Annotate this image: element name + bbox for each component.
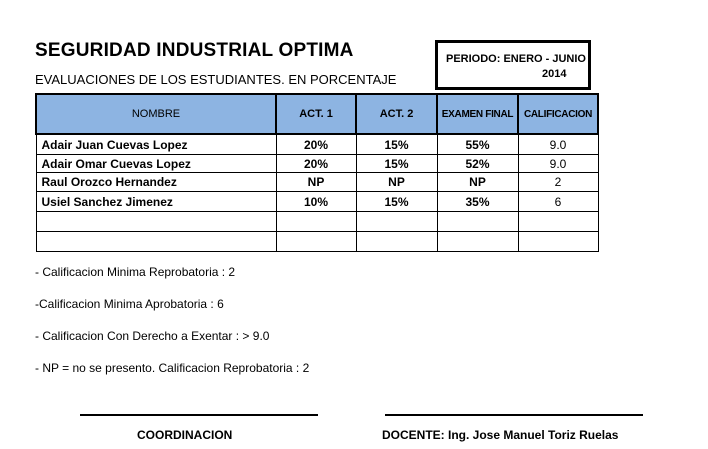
cell-calificacion (518, 232, 598, 252)
header-act-1: ACT. 1 (276, 94, 356, 134)
cell-examen-final: 52% (437, 155, 518, 173)
cell-act-1: 20% (276, 134, 356, 155)
header-nombre: NOMBRE (36, 94, 276, 134)
document-subtitle: EVALUACIONES DE LOS ESTUDIANTES. EN PORCENTAJE (35, 72, 397, 87)
cell-name: Usiel Sanchez Jimenez (36, 192, 276, 212)
period-box (435, 40, 591, 90)
cell-act-1: 10% (276, 192, 356, 212)
cell-act-2: 15% (356, 134, 437, 155)
signature-line-docente (385, 414, 643, 416)
cell-calificacion: 6 (518, 192, 598, 212)
grades-table (35, 93, 599, 252)
document-title: SEGURIDAD INDUSTRIAL OPTIMA (35, 40, 354, 61)
note-exentar: - Calificacion Con Derecho a Exentar : > 9.0 (35, 329, 270, 343)
cell-examen-final (437, 212, 518, 232)
cell-calificacion: 2 (518, 173, 598, 192)
cell-name: Adair Juan Cuevas Lopez (36, 134, 276, 155)
cell-act-1 (276, 212, 356, 232)
table-row (36, 155, 598, 173)
note-min-aprobatoria: -Calificacion Minima Aprobatoria : 6 (35, 297, 224, 311)
cell-examen-final (437, 232, 518, 252)
note-np: - NP = no se presento. Calificacion Reprobatoria : 2 (35, 361, 310, 375)
table-row (36, 212, 598, 232)
cell-act-2 (356, 232, 437, 252)
cell-calificacion (518, 212, 598, 232)
header-act-2: ACT. 2 (356, 94, 437, 134)
cell-examen-final: 55% (437, 134, 518, 155)
cell-act-2: NP (356, 173, 437, 192)
table-row (36, 134, 598, 155)
cell-calificacion: 9.0 (518, 134, 598, 155)
cell-examen-final: 35% (437, 192, 518, 212)
header-examen-final: EXAMEN FINAL (437, 94, 518, 134)
cell-act-2: 15% (356, 192, 437, 212)
table-row (36, 173, 598, 192)
signature-line-coordinacion (80, 414, 318, 416)
signature-coordinacion: COORDINACION (137, 428, 233, 442)
table-header-row (36, 94, 598, 134)
note-min-reprobatoria: - Calificacion Minima Reprobatoria : 2 (35, 265, 236, 279)
signature-docente: DOCENTE: Ing. Jose Manuel Toriz Ruelas (382, 428, 619, 442)
cell-act-1: 20% (276, 155, 356, 173)
cell-examen-final: NP (437, 173, 518, 192)
cell-name (36, 232, 276, 252)
header-calificacion: CALIFICACION (518, 94, 598, 134)
period-label: PERIODO: ENERO - JUNIO (446, 53, 586, 65)
cell-act-2: 15% (356, 155, 437, 173)
cell-name: Adair Omar Cuevas Lopez (36, 155, 276, 173)
table-row (36, 232, 598, 252)
cell-act-2 (356, 212, 437, 232)
cell-name: Raul Orozco Hernandez (36, 173, 276, 192)
cell-calificacion: 9.0 (518, 155, 598, 173)
cell-name (36, 212, 276, 232)
cell-act-1: NP (276, 173, 356, 192)
period-year: 2014 (542, 68, 567, 80)
cell-act-1 (276, 232, 356, 252)
table-row (36, 192, 598, 212)
